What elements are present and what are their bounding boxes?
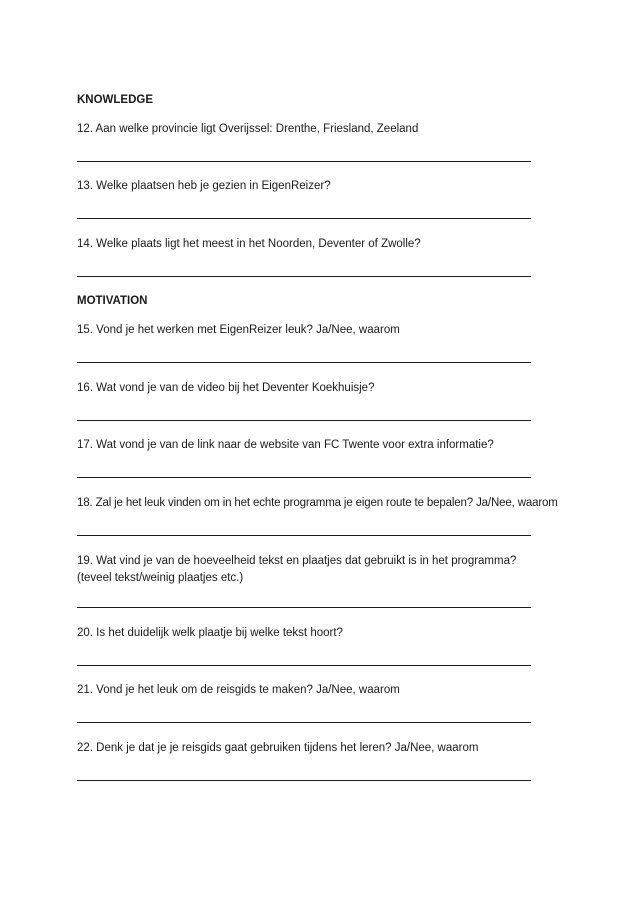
answer-line-22[interactable] (77, 780, 531, 781)
question-17: 17. Wat vond je van de link naar de website van FC Twente voor extra informatie? (77, 439, 494, 451)
answer-line-16[interactable] (77, 420, 531, 421)
question-13: 13. Welke plaatsen heb je gezien in EigenReizer? (77, 180, 331, 192)
answer-line-14[interactable] (77, 276, 531, 277)
question-16: 16. Wat vond je van de video bij het Deventer Koekhuisje? (77, 382, 375, 394)
section-heading-knowledge: KNOWLEDGE (77, 94, 154, 106)
answer-line-17[interactable] (77, 477, 531, 478)
answer-line-21[interactable] (77, 722, 531, 723)
question-19: 19. Wat vind je van de hoeveelheid tekst en plaatjes dat gebruikt is in het programma? (teveel tekst/weinig plaatjes etc.) (77, 555, 517, 584)
question-21: 21. Vond je het leuk om de reisgids te maken? Ja/Nee, waarom (77, 684, 400, 696)
question-18: 18. Zal je het leuk vinden om in het echte programma je eigen route te bepalen? Ja/Nee, waarom (77, 497, 558, 509)
answer-line-13[interactable] (77, 218, 531, 219)
question-20: 20. Is het duidelijk welk plaatje bij welke tekst hoort? (77, 627, 343, 639)
question-22: 22. Denk je dat je je reisgids gaat gebruiken tijdens het leren? Ja/Nee, waarom (77, 742, 479, 754)
answer-line-19[interactable] (77, 607, 531, 608)
answer-line-15[interactable] (77, 362, 531, 363)
section-heading-motivation: MOTIVATION (77, 295, 148, 307)
answer-line-20[interactable] (77, 665, 531, 666)
question-12: 12. Aan welke provincie ligt Overijssel: Drenthe, Friesland, Zeeland (77, 123, 419, 135)
question-15: 15. Vond je het werken met EigenReizer leuk? Ja/Nee, waarom (77, 324, 400, 336)
answer-line-18[interactable] (77, 535, 531, 536)
answer-line-12[interactable] (77, 161, 531, 162)
question-14: 14. Welke plaats ligt het meest in het Noorden, Deventer of Zwolle? (77, 238, 421, 250)
